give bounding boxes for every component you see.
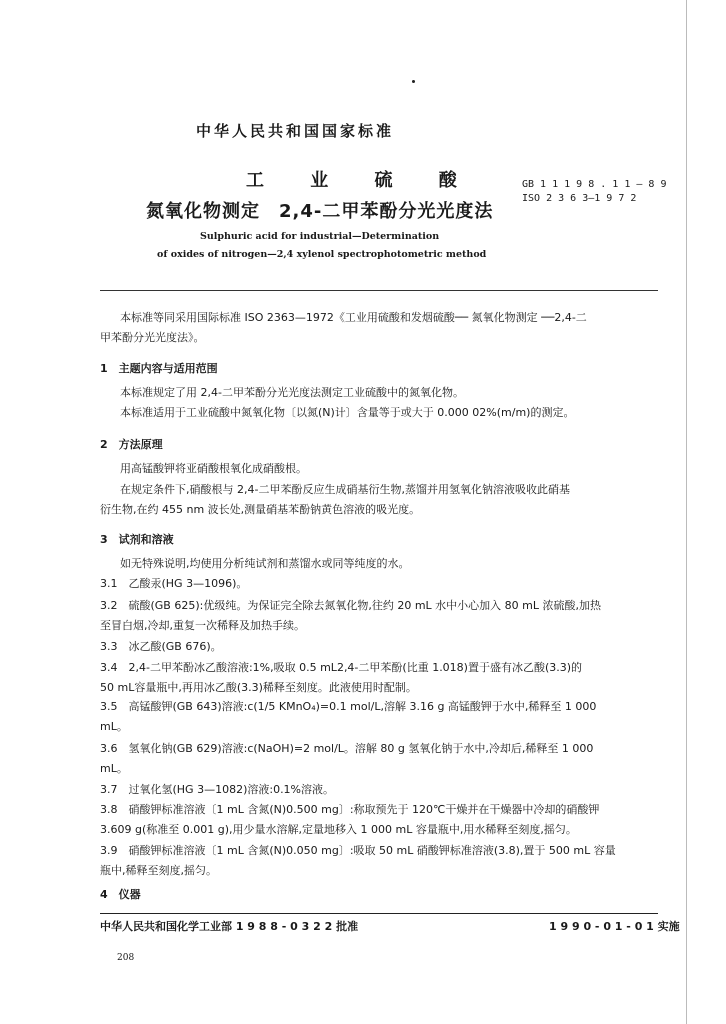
header-divider <box>100 290 658 291</box>
item-3-2b: 至冒白烟,冷却,重复一次稀释及加热手续。 <box>100 619 305 632</box>
item-3-2a: 3.2 硫酸(GB 625):优级纯。为保证完全除去氮氧化物,往约 20 mL 水中小心加入 80 mL 浓硫酸,加热 <box>100 599 601 612</box>
document-title: 工 业 硫 酸 <box>246 170 477 191</box>
iso-code: ISO 2 3 6 3—1 9 7 2 <box>522 193 637 204</box>
english-title-line1: Sulphuric acid for industrial—Determination <box>200 231 440 242</box>
item-3-5b: mL。 <box>100 720 128 733</box>
implementation-date: 1 9 9 0 - 0 1 - 0 1 实施 <box>549 920 680 933</box>
item-3-1: 3.1 乙酸汞(HG 3—1096)。 <box>100 577 248 590</box>
intro-line-1: 本标准等同采用国际标准 ISO 2363—1972《工业用硫酸和发烟硫酸── 氮氧化物测定 ──2,4-二 <box>120 311 587 324</box>
item-3-6b: mL。 <box>100 762 128 775</box>
section-3-title: 3 试剂和溶液 <box>100 533 174 546</box>
standard-title: 中华人民共和国国家标准 <box>196 122 395 140</box>
section-2-para-2a: 在规定条件下,硝酸根与 2,4-二甲苯酚反应生成硝基衍生物,蒸馏并用氢氧化钠溶液吸收此硝基 <box>120 483 570 496</box>
item-3-9a: 3.9 硝酸钾标准溶液〔1 mL 含氮(N)0.050 mg〕:吸取 50 mL 硝酸钾标准溶液(3.8),置于 500 mL 容量 <box>100 844 616 857</box>
gb-code: GB 1 1 1 9 8 . 1 1 — 8 9 <box>522 179 667 190</box>
footer-divider <box>100 913 658 914</box>
scan-speck <box>412 80 415 83</box>
intro-line-2: 甲苯酚分光光度法》。 <box>100 331 205 344</box>
section-2-para-2b: 衍生物,在约 455 nm 波长处,测量硝基苯酚钠黄色溶液的吸光度。 <box>100 503 421 516</box>
item-3-6a: 3.6 氢氧化钠(GB 629)溶液:c(NaOH)=2 mol/L。溶解 80 g 氢氧化钠于水中,冷却后,稀释至 1 000 <box>100 742 594 755</box>
approval-note: 中华人民共和国化学工业部 1 9 8 8 - 0 3 2 2 批准 <box>100 920 359 933</box>
item-3-4a: 3.4 2,4-二甲苯酚冰乙酸溶液:1%,吸取 0.5 mL2,4-二甲苯酚(比重 1.018)置于盛有冰乙酸(3.3)的 <box>100 661 583 674</box>
section-4-title: 4 仪器 <box>100 888 141 901</box>
section-1-title: 1 主题内容与适用范围 <box>100 362 218 375</box>
item-3-4b: 50 mL容量瓶中,再用冰乙酸(3.3)稀释至刻度。此液使用时配制。 <box>100 681 417 694</box>
section-2-title: 2 方法原理 <box>100 438 163 451</box>
item-3-3: 3.3 冰乙酸(GB 676)。 <box>100 640 222 653</box>
page-number: 208 <box>117 953 135 963</box>
item-3-8a: 3.8 硝酸钾标准溶液〔1 mL 含氮(N)0.500 mg〕:称取预先于 120℃干燥并在干燥器中冷却的硝酸钾 <box>100 803 600 816</box>
document-subtitle: 氮氧化物测定 2,4-二甲苯酚分光光度法 <box>146 201 494 222</box>
standard-codes <box>522 178 667 206</box>
item-3-7: 3.7 过氧化氢(HG 3—1082)溶液:0.1%溶液。 <box>100 783 335 796</box>
section-1-para-2: 本标准适用于工业硫酸中氮氧化物〔以氮(N)计〕含量等于或大于 0.000 02%(m/m)的测定。 <box>120 406 575 419</box>
scan-edge-line <box>686 0 687 1024</box>
item-3-8b: 3.609 g(称准至 0.001 g),用少量水溶解,定量地移入 1 000 mL 容量瓶中,用水稀释至刻度,摇匀。 <box>100 823 577 836</box>
item-3-9b: 瓶中,稀释至刻度,摇匀。 <box>100 864 217 877</box>
english-title-line2: of oxides of nitrogen—2,4 xylenol spectrophotometric method <box>157 249 487 260</box>
section-1-para-1: 本标准规定了用 2,4-二甲苯酚分光光度法测定工业硫酸中的氮氧化物。 <box>120 386 464 399</box>
item-3-5a: 3.5 高锰酸钾(GB 643)溶液:c(1/5 KMnO₄)=0.1 mol/L,溶解 3.16 g 高锰酸钾于水中,稀释至 1 000 <box>100 700 597 713</box>
section-2-para-1: 用高锰酸钾将亚硝酸根氧化成硝酸根。 <box>120 462 307 475</box>
section-3-intro: 如无特殊说明,均使用分析纯试剂和蒸馏水或同等纯度的水。 <box>120 557 410 570</box>
